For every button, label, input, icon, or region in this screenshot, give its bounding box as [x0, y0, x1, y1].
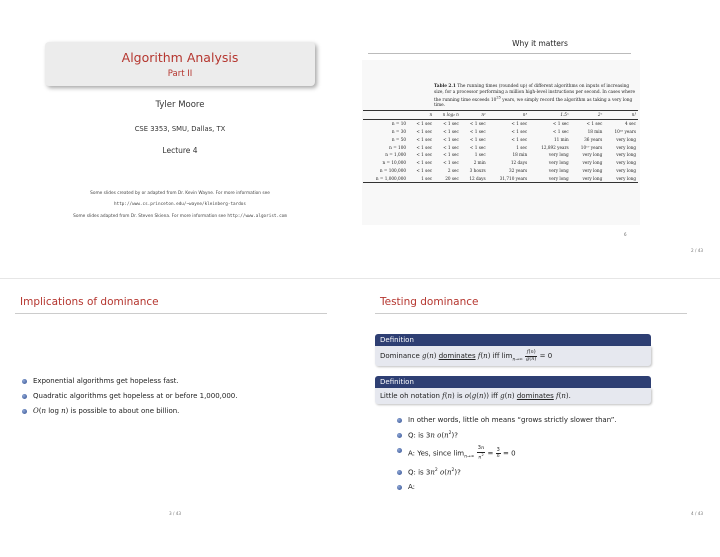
- table-cell: < 1 sec: [511, 121, 528, 127]
- table-cell: < 1 sec: [552, 128, 569, 134]
- page-number: 3 / 43: [169, 511, 182, 516]
- bullet-item: Q: is 3n $o(n^2)$?: [397, 431, 617, 439]
- table-cell: n = 30: [391, 128, 407, 134]
- table-cell: < 1 sec: [443, 160, 459, 166]
- table-page-number: 6: [624, 232, 627, 237]
- table-header-cell: n log₂ n: [434, 111, 461, 120]
- table-cell: 1 sec: [408, 174, 434, 182]
- table-cell: 31,710 years: [488, 174, 529, 182]
- table-cell: < 1 sec: [469, 128, 486, 134]
- table-cell: < 1 sec: [443, 144, 459, 150]
- table-cell: n = 100: [389, 144, 407, 150]
- table-header-cell: n!: [604, 111, 638, 120]
- table-cell: < 1 sec: [586, 121, 603, 127]
- table-row: [363, 128, 638, 136]
- table-cell: n = 100,000: [379, 167, 407, 173]
- table-cell: < 1 sec: [443, 128, 459, 134]
- table-header-cell: 1.5ⁿ: [529, 111, 570, 120]
- bullet-list: [22, 377, 237, 422]
- table-cell: very long: [529, 174, 570, 182]
- definition-block-little-oh: [375, 376, 651, 404]
- table-cell: n = 10,000: [382, 160, 407, 166]
- table-cell: very long: [548, 160, 569, 166]
- table-cell: < 1 sec: [416, 128, 433, 134]
- slide-implications: [0, 279, 360, 557]
- table-cell: very long: [548, 152, 569, 158]
- table-cell: 20 sec: [434, 174, 461, 182]
- table-cell: < 1 sec: [443, 152, 459, 158]
- table-cell: 2 min: [473, 160, 486, 166]
- table-cell: n = 1,000,000: [363, 174, 408, 182]
- table-header-cell: n: [408, 111, 434, 120]
- table-cell: 1 sec: [516, 144, 528, 150]
- table-header-cell: [363, 111, 408, 120]
- bullet-item: Q: is $3n^2$ $o(n^2)$?: [397, 468, 617, 476]
- table-cell: very long: [582, 160, 603, 166]
- title-block: [45, 42, 315, 86]
- bullet-list: [397, 416, 617, 498]
- page-number: 4 / 43: [691, 511, 704, 516]
- bullet-item: A: Yes, since $\lim_{n\to\infty}$ $\frac{3n}{n^2}$ = $\frac{3}{n}$ = 0: [397, 446, 617, 461]
- table-cell: n = 1,000: [385, 152, 407, 158]
- credit-wayne-url[interactable]: http://www.cs.princeton.edu/~wayne/kleinberg-tardos: [114, 202, 246, 207]
- table-cell: 12 days: [510, 160, 528, 166]
- table-cell: 3 hours: [469, 167, 486, 173]
- credit-skiena-url[interactable]: http://www.algorist.com: [227, 214, 287, 219]
- table-cell: very long: [616, 136, 636, 142]
- table-cell: < 1 sec: [416, 136, 433, 142]
- table-cell: < 1 sec: [469, 144, 486, 150]
- page-number: 2 / 43: [691, 248, 704, 253]
- bullet-item: Exponential algorithms get hopeless fast.: [22, 377, 237, 385]
- table-cell: < 1 sec: [416, 121, 433, 127]
- table-cell: 36 years: [584, 136, 603, 142]
- definition-header: Definition: [375, 376, 651, 388]
- definition-body: Little oh notation f(n) is o(g(n)) iff g(n) dominates f(n).: [375, 388, 651, 404]
- running-times-table: [363, 110, 638, 183]
- slide-testing-dominance: [360, 279, 720, 557]
- table-cell: < 1 sec: [416, 152, 433, 158]
- presentation-title: Algorithm Analysis: [121, 50, 239, 65]
- table-cell: 11 min: [554, 136, 569, 142]
- table-cell: 1 sec: [474, 152, 486, 158]
- table-cell: < 1 sec: [416, 144, 433, 150]
- slide-heading: Testing dominance: [380, 296, 479, 308]
- lecture-label: Lecture 4: [162, 146, 198, 155]
- slide-heading: Why it matters: [512, 39, 568, 48]
- table-cell: < 1 sec: [443, 136, 459, 142]
- bullet-item: O(n log n) is possible to about one billion.: [22, 407, 237, 415]
- presentation-subtitle: Part II: [167, 69, 193, 79]
- slide-heading: Implications of dominance: [20, 296, 159, 308]
- table-row: [363, 143, 638, 151]
- author: Tyler Moore: [155, 100, 205, 110]
- definition-header: Definition: [375, 334, 651, 346]
- table-row: [363, 159, 638, 167]
- table-cell: very long: [616, 152, 636, 158]
- table-cell: very long: [616, 167, 636, 173]
- table-cell: very long: [604, 174, 638, 182]
- heading-rule: [375, 313, 687, 314]
- table-row: [363, 151, 638, 159]
- heading-rule: [15, 313, 327, 314]
- table-cell: 10¹⁷ years: [580, 144, 603, 150]
- table-row: [363, 166, 638, 174]
- table-row: [363, 135, 638, 143]
- table-cell: < 1 sec: [511, 128, 528, 134]
- table-cell: 10²⁵ years: [614, 128, 636, 134]
- table-cell: 32 years: [509, 167, 528, 173]
- table-cell: 12,892 years: [541, 144, 569, 150]
- table-cell: 4 sec: [625, 121, 636, 127]
- credit-skiena: Some slides adapted from Dr. Steven Skiena. For more information see http://www.algorist.com: [73, 214, 287, 219]
- table-cell: very long: [616, 160, 636, 166]
- table-cell: < 1 sec: [469, 136, 486, 142]
- institution: CSE 3353, SMU, Dallas, TX: [134, 125, 226, 133]
- table-header-cell: n²: [461, 111, 488, 120]
- table-cell: 18 min: [512, 152, 528, 158]
- table-cell: 2 sec: [447, 167, 459, 173]
- table-cell: very long: [548, 167, 569, 173]
- table-header-cell: n³: [488, 111, 529, 120]
- bullet-item: Quadratic algorithms get hopeless at or before 1,000,000.: [22, 392, 237, 400]
- heading-rule: [368, 53, 631, 54]
- table-cell: < 1 sec: [416, 167, 433, 173]
- bullet-item: In other words, little oh means “grows strictly slower than”.: [397, 416, 617, 424]
- table-cell: 12 days: [461, 174, 488, 182]
- table-cell: n = 50: [391, 136, 407, 142]
- credit-wayne: Some slides created by or adapted from Dr. Kevin Wayne. For more information see: [90, 191, 270, 196]
- table-cell: very long: [571, 174, 605, 182]
- table-cell: n = 10: [391, 121, 407, 127]
- table-cell: very long: [582, 152, 603, 158]
- table-cell: < 1 sec: [552, 121, 569, 127]
- bullet-item: A:: [397, 483, 617, 491]
- slide-title: [0, 0, 360, 278]
- table-cell: very long: [616, 144, 636, 150]
- table-caption: Table 2.1 The running times (rounded up) of different algorithms on inputs of increasing size, for a processor performing a million high-level instructions per second. In cases where the running time exceeds $10^{25}$ years, we simply record the algorithm as taking a very long time.: [434, 84, 636, 109]
- definition-body: Dominance g(n) dominates f(n) iff $\lim_{n\to\infty}$ $\frac{f(n)}{g(n)}$ = 0: [375, 346, 651, 366]
- table-cell: very long: [582, 167, 603, 173]
- table-row: [363, 119, 638, 127]
- table-cell: < 1 sec: [416, 160, 433, 166]
- table-cell: < 1 sec: [469, 121, 486, 127]
- table-header-cell: 2ⁿ: [571, 111, 605, 120]
- table-cell: < 1 sec: [511, 136, 528, 142]
- slide-why-it-matters: [360, 0, 720, 278]
- table-row: [363, 174, 638, 182]
- table-cell: 18 min: [587, 128, 603, 134]
- table-cell: < 1 sec: [443, 121, 459, 127]
- definition-block-dominance: [375, 334, 651, 366]
